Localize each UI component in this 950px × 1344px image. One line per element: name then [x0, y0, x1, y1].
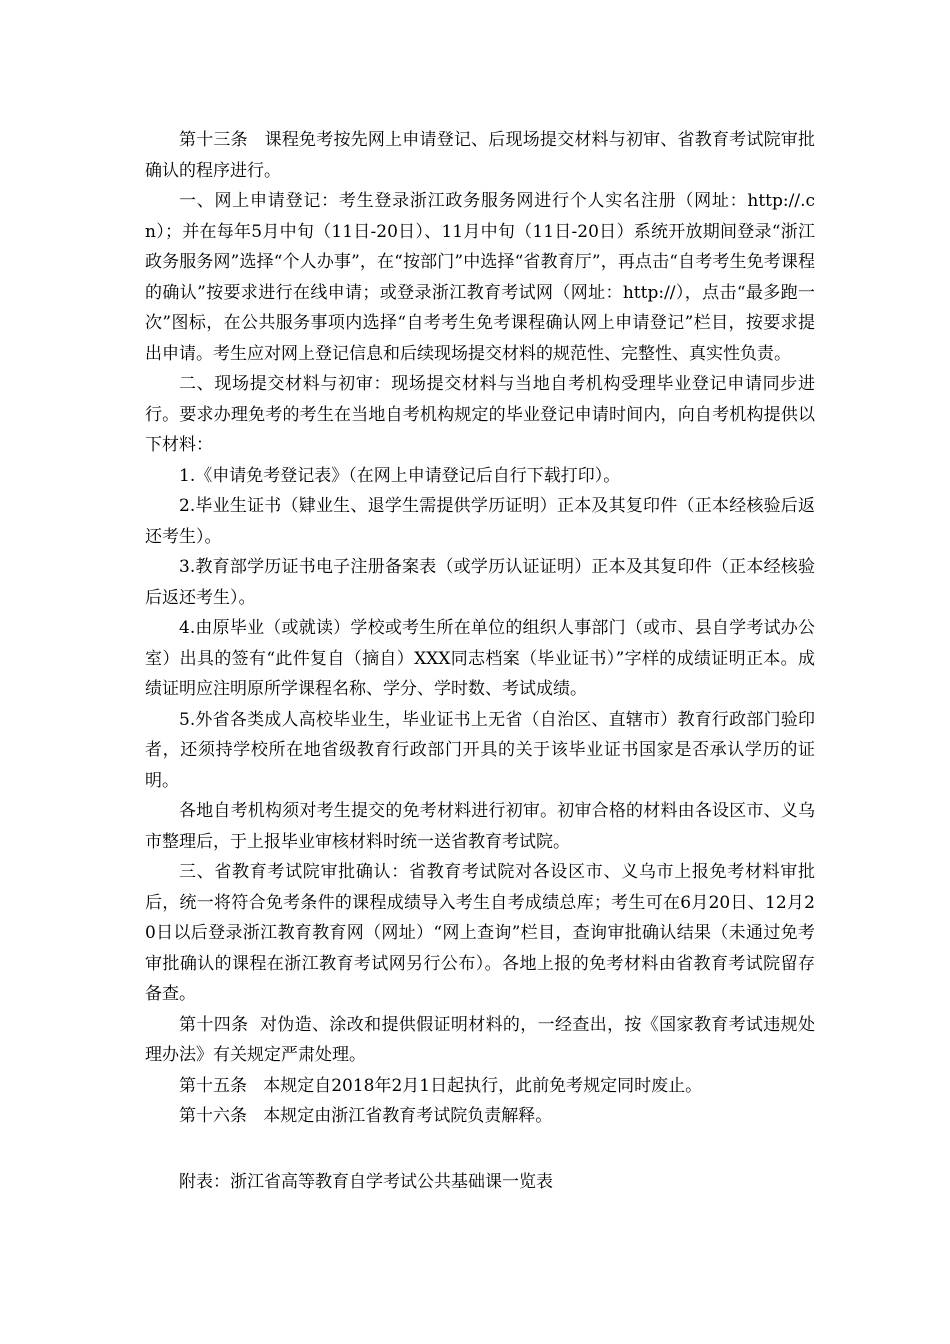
paragraph-article-14: 第十四条 对伪造、涂改和提供假证明材料的，一经查出，按《国家教育考试违规处理办法》有关规定严肃处理。 — [145, 1014, 815, 1065]
paragraph-item-5: 5.外省各类成人高校毕业生，毕业证书上无省（自治区、直辖市）教育行政部门验印者，还须持学校所在地省级教育行政部门开具的关于该毕业证书国家是否承认学历的证明。 — [145, 709, 815, 791]
paragraph-onsite-submission: 二、现场提交材料与初审：现场提交材料与当地自考机构受理毕业登记申请同步进行。要求办理免考的考生在当地自考机构规定的毕业登记申请时间内，向自考机构提供以下材料： — [145, 374, 815, 455]
appendix-line: 附表：浙江省高等教育自学考试公共基础课一览表 — [179, 1171, 553, 1192]
paragraph-online-registration: 一、网上申请登记：考生登录浙江政务服务网进行个人实名注册（网址：http://.cn）；并在每年5月中旬（11日-20日）、11月中旬（11日-20日）系统开放期间登录“浙江政务服务网”选择“个人办事”，在“按部门”中选择“省教育厅”，再点击“自考考生免考课程的确认”按要求进行在线申请；或登录浙江教育考试网（网址：http://），点击“最多跑一次”图标，在公共服务事项内选择“自考考生免考课程确认网上申请登记”栏目，按要求提出申请。考生应对网上登记信息和后续现场提交材料的规范性、完整性、真实性负责。 — [145, 191, 815, 364]
paragraph-article-15: 第十五条 本规定自2018年2月1日起执行，此前免考规定同时废止。 — [179, 1075, 703, 1096]
document-body — [145, 125, 815, 1197]
paragraph-item-2: 2.毕业生证书（肄业生、退学生需提供学历证明）正本及其复印件（正本经核验后返还考生）。 — [145, 496, 815, 547]
paragraph-initial-review: 各地自考机构须对考生提交的免考材料进行初审。初审合格的材料由各设区市、义乌市整理后，于上报毕业审核材料时统一送省教育考试院。 — [145, 801, 815, 852]
paragraph-article-13: 第十三条 课程免考按先网上申请登记、后现场提交材料与初审、省教育考试院审批确认的程序进行。 — [145, 130, 815, 181]
paragraph-approval: 三、省教育考试院审批确认：省教育考试院对各设区市、义乌市上报免考材料审批后，统一将符合免考条件的课程成绩导入考生自考成绩总库；考生可在6月20日、12月20日以后登录浙江教育教育网（网址）“网上查询”栏目，查询审批确认结果（未通过免考审批确认的课程在浙江教育考试网另行公布）。各地上报的免考材料由省教育考试院留存备查。 — [145, 862, 815, 1004]
paragraph-article-16: 第十六条 本规定由浙江省教育考试院负责解释。 — [179, 1106, 553, 1126]
spacer — [145, 1132, 815, 1167]
paragraph-item-3: 3.教育部学历证书电子注册备案表（或学历认证证明）正本及其复印件（正本经核验后返还考生）。 — [145, 557, 815, 608]
paragraph-item-1: 1.《申请免考登记表》（在网上申请登记后自行下载打印）。 — [179, 465, 621, 486]
paragraph-item-4: 4.由原毕业（或就读）学校或考生所在单位的组织人事部门（或市、县自学考试办公室）出具的签有“此件复自（摘自）XXX同志档案（毕业证书）”字样的成绩证明正本。成绩证明应注明原所学课程名称、学分、学时数、考试成绩。 — [145, 618, 815, 699]
